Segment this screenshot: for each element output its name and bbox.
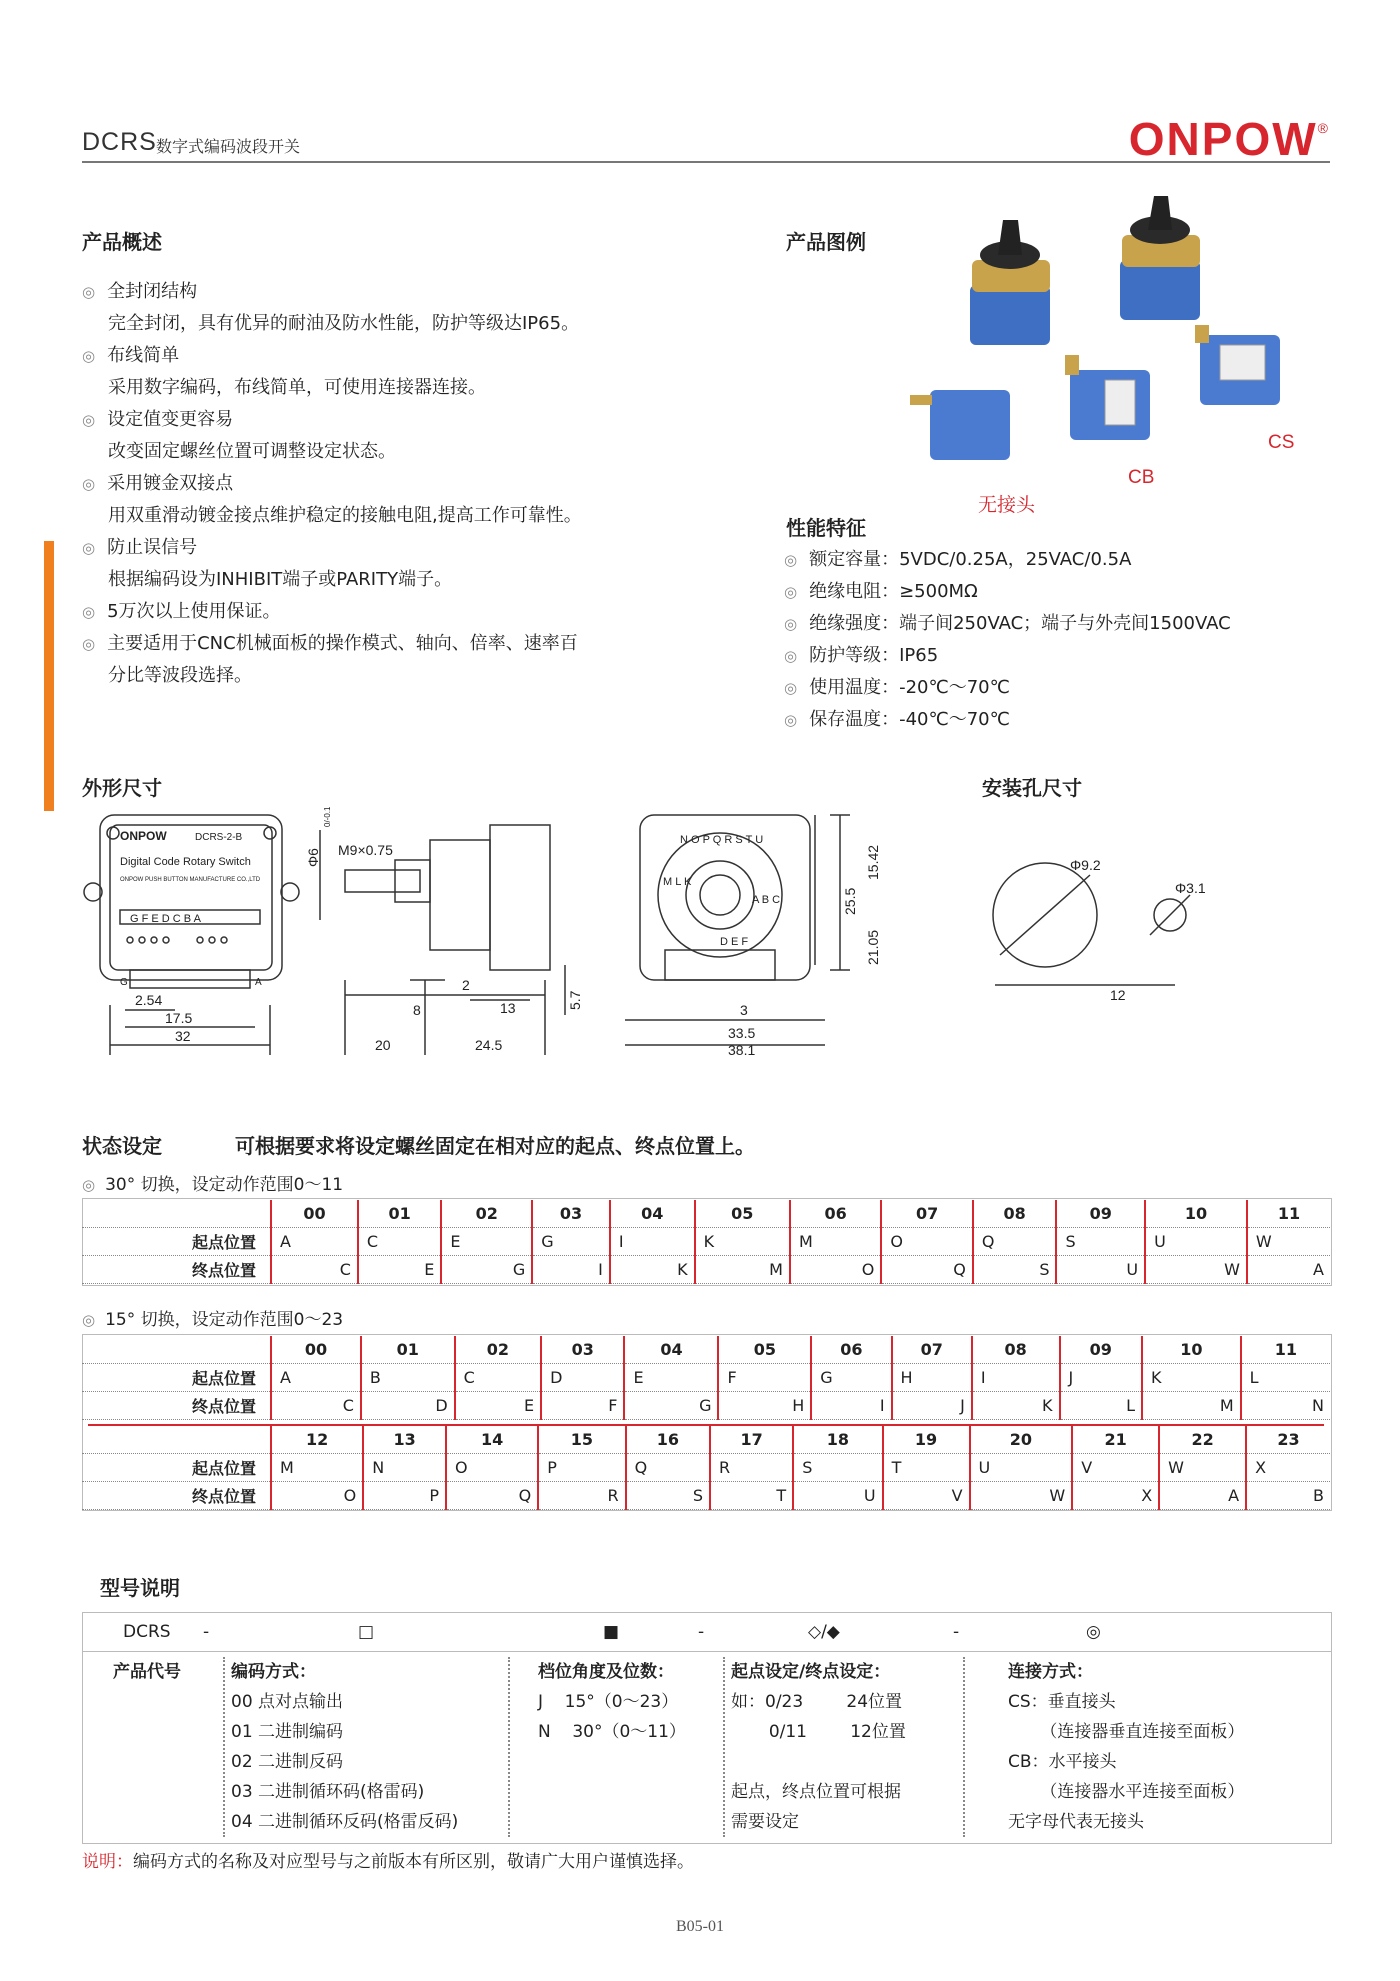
model-col-code: 产品代号 <box>113 1662 181 1682</box>
col-header: 03 <box>532 1200 610 1228</box>
front-model: DCRS-2-B <box>195 832 243 843</box>
brand-logo: ONPOW® <box>1128 113 1330 165</box>
spec-item: ◎ 绝缘电阻：≥500MΩ <box>784 576 1344 608</box>
model-col-coding <box>231 1657 458 1837</box>
model-dash-2: - <box>698 1622 705 1642</box>
col-header: 14 <box>446 1426 538 1454</box>
spec-item: ◎ 防护等级：IP65 <box>784 640 1344 672</box>
cell-end: L <box>1060 1392 1142 1420</box>
model-square: □ <box>358 1622 375 1642</box>
cell-start: K <box>695 1228 790 1256</box>
model-col-item: （连接器水平连接至面板） <box>1008 1782 1245 1802</box>
cell-end: R <box>538 1482 625 1510</box>
cell-end: B <box>1246 1482 1330 1510</box>
back-letters-left: M L K <box>663 876 692 888</box>
front-pin-a: A <box>255 977 262 988</box>
model-col-item: 03 二进制循环码(格雷码) <box>231 1782 425 1802</box>
cell-end: I <box>532 1256 610 1284</box>
cell-end: P <box>363 1482 446 1510</box>
cell-end: U <box>1056 1256 1145 1284</box>
col-header: 02 <box>441 1200 532 1228</box>
model-col-header: 编码方式： <box>231 1662 316 1682</box>
row-label-end: 终点位置 <box>82 1392 271 1420</box>
model-code-prefix: DCRS <box>123 1622 171 1642</box>
spec-item: ◎ 保存温度：-40℃～70℃ <box>784 704 1344 736</box>
cell-start: V <box>1072 1454 1159 1482</box>
dim-2: 2 <box>462 977 470 993</box>
cell-end: A <box>1159 1482 1246 1510</box>
dim-8: 8 <box>413 1002 421 1018</box>
model-box <box>82 1612 1332 1844</box>
row-label-start: 起点位置 <box>82 1228 271 1256</box>
col-header: 10 <box>1142 1336 1241 1364</box>
model-subtitle: 数字式编码波段开关 <box>156 137 301 156</box>
model-col-item: 无字母代表无接头 <box>1008 1812 1144 1832</box>
cell-end: O <box>790 1256 881 1284</box>
front-pin-g: G <box>120 977 128 988</box>
cell-end: S <box>973 1256 1057 1284</box>
model-col-item: 00 点对点输出 <box>231 1692 344 1712</box>
cell-end: J <box>892 1392 972 1420</box>
col-header: 08 <box>972 1336 1060 1364</box>
overview-item-desc: 改变固定螺丝位置可调整设定状态。 <box>108 441 396 462</box>
switch-no-connector-photo <box>910 390 1010 460</box>
t15-table-a <box>82 1336 1330 1420</box>
model-col-header: 连接方式： <box>1008 1662 1093 1682</box>
overview-item-title: ◎ 5万次以上使用保证。 <box>82 596 722 628</box>
cell-end: C <box>271 1256 358 1284</box>
model-col-item: N 30°（0～11） <box>538 1722 686 1742</box>
col-header: 15 <box>538 1426 625 1454</box>
cell-start: I <box>610 1228 695 1256</box>
dim-1542: 15.42 <box>865 844 881 880</box>
model-code: DCRS <box>82 128 157 156</box>
overview-item-title: ◎ 采用镀金双接点 <box>82 468 722 500</box>
front-letters: G F E D C B A <box>130 913 201 925</box>
col-header: 22 <box>1159 1426 1246 1454</box>
specs-title: 性能特征 <box>786 516 866 540</box>
overview-list <box>82 276 722 692</box>
back-letters-top: N O P Q R S T U <box>680 834 764 846</box>
dim-32: 32 <box>175 1028 191 1044</box>
col-header: 06 <box>790 1200 881 1228</box>
model-col-item: 0/11 12位置 <box>731 1722 906 1742</box>
cell-end: Q <box>446 1482 538 1510</box>
dim-hole-dist: 12 <box>1110 987 1126 1003</box>
model-col-header: 起点设定/终点设定： <box>731 1662 891 1682</box>
table-corner <box>82 1336 271 1364</box>
cell-end: N <box>1241 1392 1330 1420</box>
t30-table <box>82 1200 1330 1284</box>
overview-title: 产品概述 <box>82 230 162 254</box>
t15-note: ◎ 15° 切换，设定动作范围0～23 <box>82 1305 343 1330</box>
model-col-item <box>731 1747 906 1777</box>
col-header: 00 <box>271 1336 361 1364</box>
cell-start: G <box>532 1228 610 1256</box>
dims-title: 外形尺寸 <box>82 776 162 800</box>
dim-254: 2.54 <box>135 992 163 1008</box>
dim-thread: M9×0.75 <box>338 842 393 858</box>
label-cs: CS <box>1268 432 1295 453</box>
col-header: 18 <box>793 1426 882 1454</box>
page-number: B05-01 <box>676 1918 724 1935</box>
model-col-item: CB：水平接头 <box>1008 1752 1117 1772</box>
cell-start: A <box>271 1228 358 1256</box>
cell-start: W <box>1247 1228 1330 1256</box>
col-header: 06 <box>811 1336 891 1364</box>
dim-hole-big: Φ9.2 <box>1070 857 1101 873</box>
col-header: 01 <box>358 1200 442 1228</box>
overview-item-desc: 采用数字编码，布线简单，可使用连接器连接。 <box>108 377 486 398</box>
cell-start: K <box>1142 1364 1241 1392</box>
model-col-start-end <box>731 1657 906 1837</box>
dim-57: 5.7 <box>567 990 583 1010</box>
cell-start: H <box>892 1364 972 1392</box>
spec-item: ◎ 使用温度：-20℃～70℃ <box>784 672 1344 704</box>
knob-switch-photo-2 <box>1120 196 1200 320</box>
dim-175: 17.5 <box>165 1010 193 1026</box>
dim-20: 20 <box>375 1037 391 1053</box>
cell-start: I <box>972 1364 1060 1392</box>
cell-start: N <box>363 1454 446 1482</box>
footnote: 说明：编码方式的名称及对应型号与之前版本有所区别，敬请广大用户谨慎选择。 <box>82 1852 694 1872</box>
cell-start: Q <box>973 1228 1057 1256</box>
product-photos <box>910 190 1330 520</box>
dimension-drawings <box>80 805 1340 1085</box>
side-accent-bar <box>44 541 54 811</box>
col-header: 11 <box>1241 1336 1330 1364</box>
cell-start: X <box>1246 1454 1330 1482</box>
cell-end: W <box>970 1482 1073 1510</box>
col-header: 16 <box>626 1426 710 1454</box>
col-header: 07 <box>881 1200 972 1228</box>
cell-start: S <box>793 1454 882 1482</box>
col-header: 12 <box>271 1426 363 1454</box>
model-col-item: 04 二进制循环反码(格雷反码) <box>231 1812 459 1832</box>
dim-3: 3 <box>740 1002 748 1018</box>
model-dash-1: - <box>203 1622 210 1642</box>
status-title: 状态设定 <box>82 1134 162 1158</box>
dim-255: 25.5 <box>842 887 858 915</box>
dim-335: 33.5 <box>728 1025 756 1041</box>
cell-start: T <box>883 1454 970 1482</box>
switch-cs-photo <box>1195 325 1280 405</box>
cell-start: D <box>541 1364 624 1392</box>
cell-end: E <box>358 1256 442 1284</box>
cell-start: C <box>455 1364 541 1392</box>
model-col-item: 起点，终点位置可根据 <box>731 1782 901 1802</box>
spec-item: ◎ 额定容量：5VDC/0.25A，25VAC/0.5A <box>784 544 1344 576</box>
model-sep-1 <box>223 1657 225 1837</box>
t15-table-b <box>82 1426 1330 1510</box>
col-header: 23 <box>1246 1426 1330 1454</box>
model-col-item: （连接器垂直连接至面板） <box>1008 1722 1245 1742</box>
cell-start: A <box>271 1364 361 1392</box>
model-circle: ◎ <box>1086 1622 1101 1642</box>
overview-item-desc: 分比等波段选择。 <box>108 665 252 686</box>
cell-end: E <box>455 1392 541 1420</box>
model-col-item: J 15°（0～23） <box>538 1692 679 1712</box>
col-header: 21 <box>1072 1426 1159 1454</box>
col-header: 04 <box>624 1336 718 1364</box>
model-col-connect <box>1008 1657 1244 1837</box>
cell-end: K <box>610 1256 695 1284</box>
cell-start: O <box>881 1228 972 1256</box>
model-diamond: ◇/◆ <box>808 1622 840 1642</box>
col-header: 10 <box>1145 1200 1247 1228</box>
back-letters-low: D E F <box>720 936 749 948</box>
cell-start: P <box>538 1454 625 1482</box>
specs-list <box>784 544 1344 736</box>
dim-381: 38.1 <box>728 1042 756 1058</box>
cell-end: O <box>271 1482 363 1510</box>
front-maker: ONPOW PUSH BUTTON MANUFACTURE CO.,LTD <box>120 877 261 883</box>
col-header: 09 <box>1056 1200 1145 1228</box>
cell-start: F <box>718 1364 811 1392</box>
cell-end: G <box>624 1392 718 1420</box>
col-header: 01 <box>361 1336 455 1364</box>
cell-end: I <box>811 1392 891 1420</box>
cell-end: H <box>718 1392 811 1420</box>
cell-end: S <box>626 1482 710 1510</box>
cell-end: F <box>541 1392 624 1420</box>
cell-start: S <box>1056 1228 1145 1256</box>
cell-start: R <box>710 1454 793 1482</box>
model-col-item: 需要设定 <box>731 1812 799 1832</box>
model-sep-3 <box>723 1657 725 1837</box>
cell-start: O <box>446 1454 538 1482</box>
cell-start: J <box>1060 1364 1142 1392</box>
overview-item-desc: 用双重滑动镀金接点维护稳定的接触电阻,提高工作可靠性。 <box>108 505 582 526</box>
cell-end: M <box>695 1256 790 1284</box>
dim-shaft-tol: 0/-0.1 <box>323 806 332 827</box>
col-header: 08 <box>973 1200 1057 1228</box>
cell-start: G <box>811 1364 891 1392</box>
model-col-header: 档位角度及位数： <box>538 1662 674 1682</box>
cell-start: L <box>1241 1364 1330 1392</box>
model-title: 型号说明 <box>100 1576 180 1600</box>
back-letters-right: A B C <box>752 894 781 906</box>
col-header: 13 <box>363 1426 446 1454</box>
model-dash-3: - <box>953 1622 960 1642</box>
table-corner <box>82 1200 271 1228</box>
overview-item-desc: 完全封闭，具有优异的耐油及防水性能，防护等级达IP65。 <box>108 313 580 334</box>
cell-start: M <box>790 1228 881 1256</box>
col-header: 03 <box>541 1336 624 1364</box>
cell-end: M <box>1142 1392 1241 1420</box>
dim-shaft: Φ6 <box>305 848 321 867</box>
col-header: 11 <box>1247 1200 1330 1228</box>
front-name: Digital Code Rotary Switch <box>120 856 251 868</box>
cell-start: U <box>970 1454 1073 1482</box>
col-header: 09 <box>1060 1336 1142 1364</box>
cell-start: E <box>441 1228 532 1256</box>
overview-item-title: ◎ 设定值变更容易 <box>82 404 722 436</box>
cell-end: K <box>972 1392 1060 1420</box>
col-header: 19 <box>883 1426 970 1454</box>
model-col-angle <box>538 1657 686 1747</box>
cell-end: U <box>793 1482 882 1510</box>
cell-start: M <box>271 1454 363 1482</box>
label-no-connector: 无接头 <box>978 495 1036 516</box>
switch-cb-photo <box>1065 355 1150 440</box>
dim-13: 13 <box>500 1000 516 1016</box>
cell-start: Q <box>626 1454 710 1482</box>
overview-item-desc: 根据编码设为INHIBIT端子或PARITY端子。 <box>108 569 453 590</box>
front-brand: ONPOW <box>120 829 167 843</box>
cell-end: G <box>441 1256 532 1284</box>
model-code-row <box>83 1613 1331 1652</box>
col-header: 04 <box>610 1200 695 1228</box>
col-header: 02 <box>455 1336 541 1364</box>
cell-end: W <box>1145 1256 1247 1284</box>
row-label-start: 起点位置 <box>82 1454 271 1482</box>
overview-item-title: ◎ 主要适用于CNC机械面板的操作模式、轴向、倍率、速率百 <box>82 628 722 660</box>
spec-item: ◎ 绝缘强度：端子间250VAC；端子与外壳间1500VAC <box>784 608 1344 640</box>
cell-end: Q <box>881 1256 972 1284</box>
model-sep-2 <box>508 1657 510 1837</box>
dim-245: 24.5 <box>475 1037 503 1053</box>
dim-2105: 21.05 <box>865 929 881 965</box>
cell-end: A <box>1247 1256 1330 1284</box>
model-col-item: 01 二进制编码 <box>231 1722 344 1742</box>
status-desc: 可根据要求将设定螺丝固定在相对应的起点、终点位置上。 <box>235 1134 755 1158</box>
model-col-item: 02 二进制反码 <box>231 1752 344 1772</box>
overview-item-title: ◎ 布线简单 <box>82 340 722 372</box>
mount-title: 安装孔尺寸 <box>982 776 1082 800</box>
cell-start: C <box>358 1228 442 1256</box>
col-header: 17 <box>710 1426 793 1454</box>
label-cb: CB <box>1128 467 1155 488</box>
dim-hole-small: Φ3.1 <box>1175 880 1206 896</box>
cell-end: X <box>1072 1482 1159 1510</box>
row-label-end: 终点位置 <box>82 1482 271 1510</box>
col-header: 00 <box>271 1200 358 1228</box>
col-header: 05 <box>695 1200 790 1228</box>
model-filled-square: ■ <box>603 1622 620 1642</box>
knob-switch-photo-1 <box>970 220 1050 345</box>
t30-note: ◎ 30° 切换，设定动作范围0～11 <box>82 1170 343 1195</box>
col-header: 05 <box>718 1336 811 1364</box>
model-col-item: CS：垂直接头 <box>1008 1692 1116 1712</box>
table-corner <box>82 1426 271 1454</box>
cell-end: T <box>710 1482 793 1510</box>
row-label-end: 终点位置 <box>82 1256 271 1284</box>
model-sep-4 <box>963 1657 965 1837</box>
model-col-item: 如：0/23 24位置 <box>731 1692 903 1712</box>
overview-item-title: ◎ 全封闭结构 <box>82 276 722 308</box>
col-header: 07 <box>892 1336 972 1364</box>
cell-end: D <box>361 1392 455 1420</box>
cell-start: U <box>1145 1228 1247 1256</box>
cell-start: E <box>624 1364 718 1392</box>
cell-start: B <box>361 1364 455 1392</box>
gallery-title: 产品图例 <box>786 230 866 254</box>
col-header: 20 <box>970 1426 1073 1454</box>
cell-end: V <box>883 1482 970 1510</box>
cell-end: C <box>271 1392 361 1420</box>
row-label-start: 起点位置 <box>82 1364 271 1392</box>
cell-start: W <box>1159 1454 1246 1482</box>
overview-item-title: ◎ 防止误信号 <box>82 532 722 564</box>
